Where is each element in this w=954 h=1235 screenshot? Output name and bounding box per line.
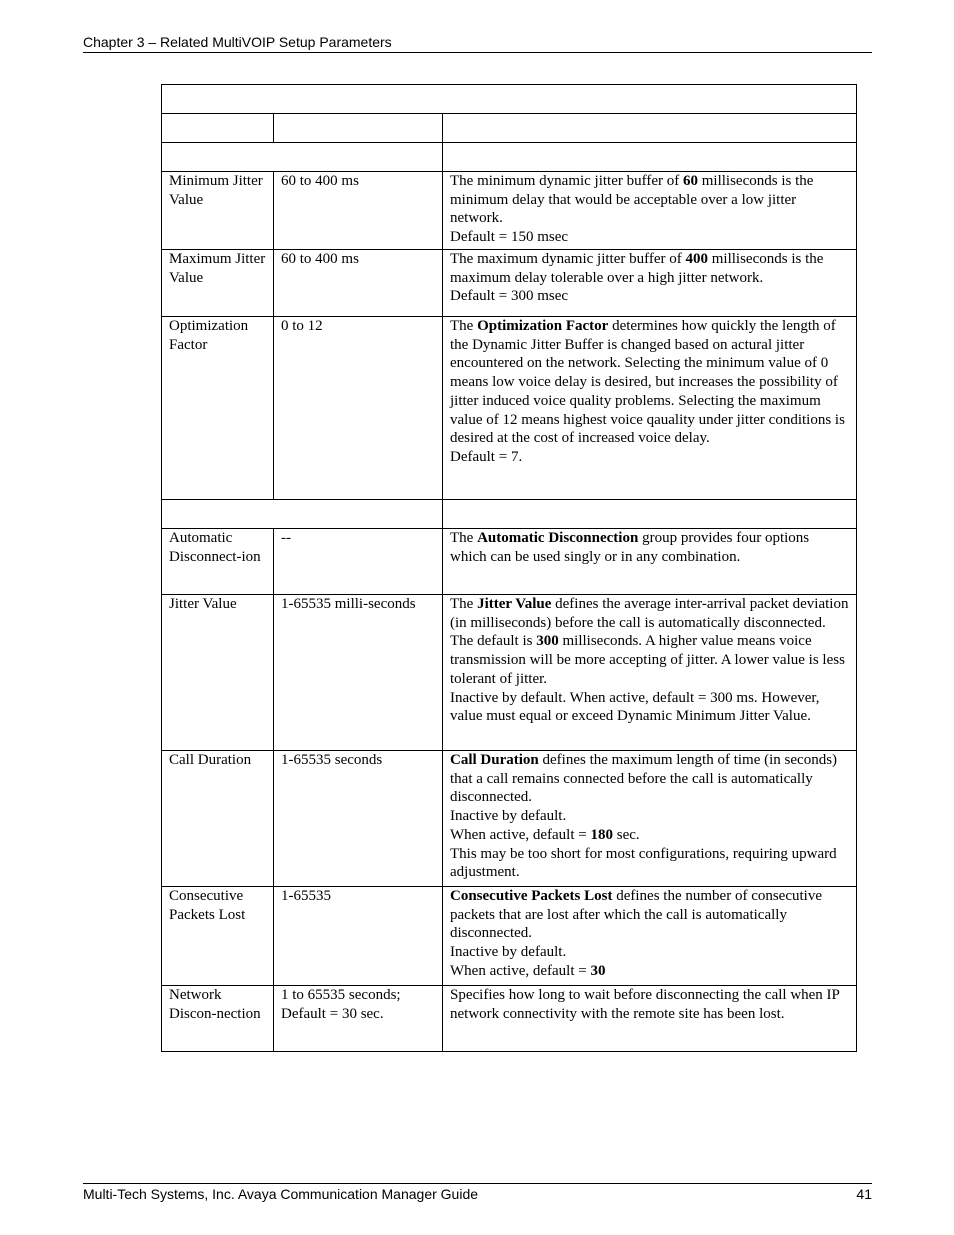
table-row	[162, 595, 857, 751]
table-row	[162, 317, 857, 500]
footer-guide-title: Multi-Tech Systems, Inc. Avaya Communication Manager Guide	[83, 1186, 479, 1202]
table-row	[162, 529, 857, 595]
text-run: The	[450, 596, 478, 612]
text-run: When active, default =	[450, 962, 591, 979]
description-line	[450, 689, 849, 726]
table-row	[162, 751, 857, 887]
text-run: milliseconds is the maximum delay tolerable over a high jitter network.	[450, 251, 824, 286]
bold-text: 400	[685, 251, 708, 267]
text-run: The maximum dynamic jitter buffer of	[450, 251, 686, 267]
description-line	[450, 228, 849, 247]
description-line	[450, 287, 849, 306]
section-header-row	[162, 143, 857, 172]
parameter-name: Network Discon-nection	[162, 986, 274, 1052]
parameter-values: 1-65535	[274, 887, 443, 986]
parameter-values: --	[274, 529, 443, 595]
bold-text: Jitter Value	[477, 596, 552, 612]
text-run: The	[450, 318, 478, 334]
parameters-table	[161, 84, 857, 1052]
table-row	[162, 250, 857, 317]
parameter-name: Automatic Disconnect-ion	[162, 529, 274, 595]
parameter-name: Jitter Value	[162, 595, 274, 751]
text-run: defines the maximum length of time (in seconds) that a call remains connected before the call is automatically disconnected.	[450, 752, 838, 806]
parameter-description	[443, 751, 857, 887]
description-line	[450, 529, 849, 566]
page-footer	[83, 1183, 872, 1203]
parameter-description	[443, 172, 857, 250]
bold-text: Automatic Disconnection	[477, 530, 639, 546]
parameter-values: 0 to 12	[274, 317, 443, 500]
bold-text: 180	[590, 826, 613, 843]
parameter-description	[443, 529, 857, 595]
text-run: group provides four options which can be used singly or in any combination.	[450, 530, 810, 565]
description-line	[450, 751, 849, 807]
page-number: 41	[856, 1186, 872, 1202]
description-line	[450, 172, 849, 228]
text-run: The minimum dynamic jitter buffer of	[450, 173, 683, 189]
description-line	[450, 826, 849, 845]
description-line	[450, 250, 849, 287]
bold-text: Optimization Factor	[477, 318, 609, 334]
text-run: When active, default =	[450, 826, 591, 843]
description-line	[450, 845, 849, 882]
bold-text: Call Duration	[450, 752, 539, 768]
parameter-name: Minimum Jitter Value	[162, 172, 274, 250]
text-run: Specifies how long to wait before disconnecting the call when IP network connectivity with the remote site has been lost.	[450, 987, 840, 1022]
description-line	[450, 962, 849, 981]
table-row	[162, 887, 857, 986]
table-row	[162, 986, 857, 1052]
parameter-description	[443, 887, 857, 986]
parameter-name: Maximum Jitter Value	[162, 250, 274, 317]
text-run: Inactive by default. When active, default = 300 ms. However, value must equal or exceed Dynamic Minimum Jitter Value.	[450, 689, 820, 725]
description-line	[450, 595, 849, 689]
description-line	[450, 448, 849, 467]
text-run: defines the average inter-arrival packet deviation (in milliseconds) before the call is automatically disconnected. The default is	[450, 596, 849, 650]
bold-text: Consecutive Packets Lost	[450, 888, 613, 904]
text-run: The	[450, 530, 478, 546]
text-run: sec.	[612, 826, 640, 843]
bold-text: 60	[683, 173, 698, 189]
description-line	[450, 807, 849, 826]
parameter-values: 1 to 65535 seconds; Default = 30 sec.	[274, 986, 443, 1052]
parameter-values: 60 to 400 ms	[274, 172, 443, 250]
description-line	[450, 943, 849, 962]
text-run: milliseconds. A higher value means voice transmission will be more accepting of jitter. A lower value is less tolerant of jitter.	[450, 633, 845, 687]
text-run: defines the number of consecutive packets that are lost after which the call is automatically disconnected.	[450, 888, 822, 942]
description-line	[450, 317, 849, 448]
table-title-row	[162, 85, 857, 114]
description-line	[450, 887, 849, 943]
bold-text: 30	[590, 962, 606, 979]
parameter-name: Consecutive Packets Lost	[162, 887, 274, 986]
column-header-row	[162, 114, 857, 143]
parameter-values: 60 to 400 ms	[274, 250, 443, 317]
text-run: determines how quickly the length of the Dynamic Jitter Buffer is changed based on actural jitter encountered on the network. Selecting the minimum value of 0 means low voice delay is desired, but increases the possibility of jitter induced voice quality problems. Selecting the maximum value of 12 means highest voice qauality under jitter conditions is desired at the cost of increased voice delay.	[450, 318, 845, 447]
section-header-row	[162, 500, 857, 529]
page-header	[83, 33, 872, 53]
parameter-description	[443, 250, 857, 317]
text-run: This may be too short for most configurations, requiring upward adjustment.	[450, 845, 837, 881]
parameter-name: Optimization Factor	[162, 317, 274, 500]
text-run: milliseconds is the minimum delay that would be acceptable over a low jitter network.	[450, 173, 814, 227]
text-run: Default = 300 msec	[450, 288, 569, 305]
text-run: Default = 7.	[450, 448, 523, 465]
description-line	[450, 986, 849, 1023]
parameter-name: Call Duration	[162, 751, 274, 887]
parameter-values: 1-65535 milli-seconds	[274, 595, 443, 751]
text-run: Default = 150 msec	[450, 229, 569, 246]
bold-text: 300	[536, 633, 559, 650]
text-run: Inactive by default.	[450, 944, 567, 961]
chapter-title: Chapter 3 – Related MultiVOIP Setup Parameters	[83, 34, 392, 50]
parameter-description	[443, 986, 857, 1052]
parameter-description	[443, 317, 857, 500]
parameter-description	[443, 595, 857, 751]
table-row	[162, 172, 857, 250]
parameter-values: 1-65535 seconds	[274, 751, 443, 887]
text-run: Inactive by default.	[450, 808, 567, 825]
